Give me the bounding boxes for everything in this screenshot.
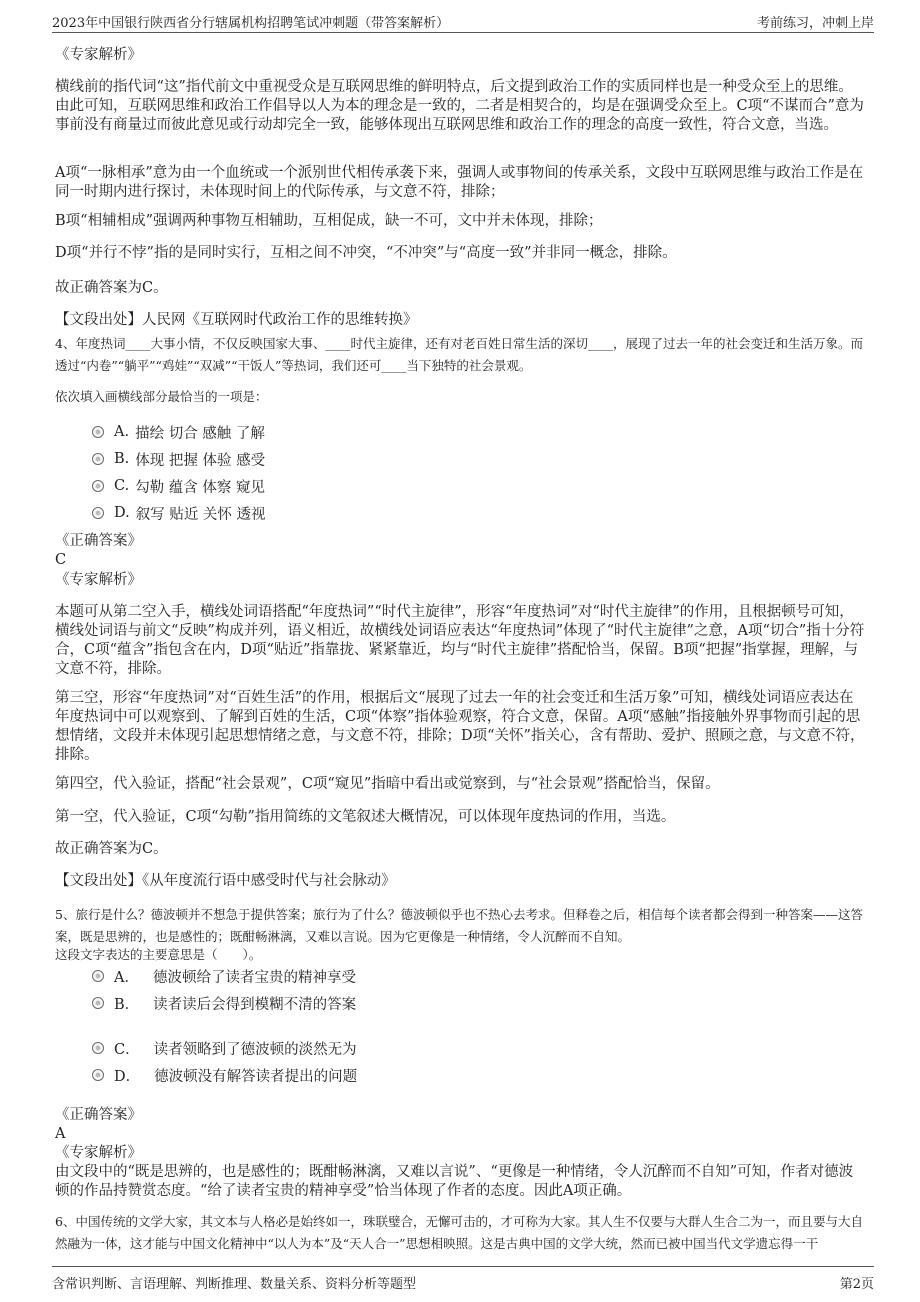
radio-icon[interactable] (92, 997, 104, 1009)
q4-analysis-paragraph: 第一空，代入验证，C项“勾勒”指用简练的文笔叙述大概情况，可以体现年度热词的作用，当选。 (55, 809, 676, 825)
q3-analysis-paragraph: D项“并行不悖”指的是同时实行，互相之间不冲突，“不冲突”与“高度一致”并非同一概念，排除。 (55, 245, 677, 261)
radio-icon[interactable] (92, 480, 104, 492)
radio-icon[interactable] (92, 453, 104, 465)
q5-option-b[interactable]: B． 读者读后会得到模糊不清的答案 (92, 993, 356, 1013)
q4-answer-heading: 《正确答案》 (55, 533, 142, 549)
q5-option-a[interactable]: A． 德波顿给了读者宝贵的精神享受 (92, 966, 356, 986)
q4-prompt: 依次填入画横线部分最恰当的一项是： (55, 389, 268, 404)
q3-source: 【文段出处】人民网《互联网时代政治工作的思维转换》 (55, 312, 418, 328)
q5-answer: A (55, 1126, 66, 1142)
q4-analysis-paragraph: 第三空，形容“年度热词”对“百姓生活”的作用，根据后文“展现了过去一年的社会变迁和生活万象”可知，横线处词语应表达在年度热词中可以观察到、了解到百姓的生活，C项“体察”指体验观察，符合文意，保留。A项“感触”指接触外界事物而引起的思想情绪，文段并未体现引起思想情绪之意，与文意不符，排除；D项“关怀”指关心，含有帮助、爱护、照顾之意，与文意不符，排除。 (55, 690, 865, 763)
q5-analysis-paragraph: 由文段中的“既是思辨的，也是感性的；既酣畅淋漓，又难以言说”、“更像是一种情绪，令人沉醉而不自知”可知，作者对德波顿的作品持赞赏态度。“给了读者宝贵的精神享受”恰当体现了作者的态度。因此A项正确。 (55, 1164, 854, 1199)
radio-icon[interactable] (92, 507, 104, 519)
radio-icon[interactable] (92, 970, 104, 982)
header-slogan: 考前练习，冲刺上岸 (756, 16, 874, 31)
q4-analysis-paragraph: 第四空，代入验证，搭配“社会景观”，C项“窥见”指暗中看出或觉察到，与“社会景观”搭配恰当，保留。 (55, 776, 720, 792)
footer-topics: 含常识判断、言语理解、判断推理、数量关系、资料分析等题型 (52, 1277, 417, 1292)
q4-answer: C (55, 552, 67, 568)
page-header (52, 8, 874, 33)
q3-conclusion: 故正确答案为C。 (55, 280, 168, 296)
q5-option-d[interactable]: D． 德波顿没有解答读者提出的问题 (92, 1065, 357, 1085)
q5-prompt: 这段文字表达的主要意思是（ ）。 (55, 947, 262, 962)
q3-analysis-heading: 《专家解析》 (55, 47, 142, 63)
q5-option-c[interactable]: C． 读者领略到了德波顿的淡然无为 (92, 1038, 357, 1058)
q5-stem: 5、旅行是什么？德波顿并不想急于提供答案；旅行为了什么？德波顿似乎也不热心去考求。但释卷之后，相信每个读者都会得到一种答案——这答案，既是思辨的，也是感性的；既酣畅淋漓，又难以言说。因为它更像是一种情绪，令人沉醉而不自知。 (55, 907, 863, 944)
radio-icon[interactable] (92, 1042, 104, 1054)
q4-analysis-heading: 《专家解析》 (55, 572, 142, 588)
radio-icon[interactable] (92, 426, 104, 438)
q4-analysis-paragraph: 本题可从第二空入手，横线处词语搭配“年度热词”“时代主旋律”，形容“年度热词”对“时代主旋律”的作用，且根据顿号可知，横线处词语与前文“反映”构成并列，语义相近，故横线处词语应表达“年度热词”体现了“时代主旋律”之意，A项“切合”指十分符合，C项“蕴含”指包含在内，D项“贴近”指靠拢、紧紧靠近，均与“时代主旋律”搭配恰当，保留。B项“把握”指掌握，理解，与文意不符，排除。 (55, 604, 865, 677)
q6-stem: 6、中国传统的文学大家，其文本与人格必是始终如一，珠联璧合，无懈可击的，才可称为大家。其人生不仅要与大群人生合二为一，而且要与大自然融为一体，这才能与中国文化精神中“以人为本”及“天人合一”思想相映照。这是古典中国的文学大统，然而已被中国当代文学遗忘得一干 (55, 1214, 863, 1251)
page-number: 第2页 (839, 1277, 874, 1292)
q5-analysis-heading: 《专家解析》 (55, 1145, 142, 1161)
q5-answer-heading: 《正确答案》 (55, 1107, 142, 1123)
q3-analysis-paragraph: B项“相辅相成”强调两种事物互相辅助，互相促成，缺一不可，文中并未体现，排除； (55, 213, 603, 229)
q4-stem: 4、年度热词____大事小情，不仅反映国家大事、____时代主旋律，还有对老百姓日常生活的深切____，展现了过去一年的社会变迁和生活万象。而透过“内卷”“躺平”“鸡娃”“双减”“干饭人”等热词，我们还可____当下独特的社会景观。 (55, 336, 863, 373)
q4-option-c[interactable]: C. 勾勒 蕴含 体察 窥见 (92, 476, 265, 496)
page-footer (52, 1266, 874, 1293)
q4-conclusion: 故正确答案为C。 (55, 841, 168, 857)
q4-option-d[interactable]: D. 叙写 贴近 关怀 透视 (92, 503, 266, 523)
q3-analysis-paragraph: 横线前的指代词“这”指代前文中重视受众是互联网思维的鲜明特点，后文提到政治工作的实质同样也是一种受众至上的思维。由此可知，互联网思维和政治工作倡导以人为本的理念是一致的，二者是相契合的，均是在强调受众至上。C项“不谋而合”意为事前没有商量过而彼此意见或行动却完全一致，能够体现出互联网思维和政治工作的理念的高度一致性，符合文意，当选。 (55, 79, 864, 133)
q4-option-a[interactable]: A. 描绘 切合 感触 了解 (92, 422, 265, 442)
q4-source: 【文段出处】《从年度流行语中感受时代与社会脉动》 (55, 873, 396, 889)
q4-option-b[interactable]: B. 体现 把握 体验 感受 (92, 449, 265, 469)
document-title: 2023年中国银行陕西省分行辖属机构招聘笔试冲刺题（带答案解析） (52, 16, 450, 31)
radio-icon[interactable] (92, 1069, 104, 1081)
q3-analysis-paragraph: A项“一脉相承”意为由一个血统或一个派别世代相传承袭下来，强调人或事物间的传承关系，文段中互联网思维与政治工作是在同一时期内进行探讨，未体现时间上的代际传承，与文意不符，排除； (55, 165, 864, 200)
